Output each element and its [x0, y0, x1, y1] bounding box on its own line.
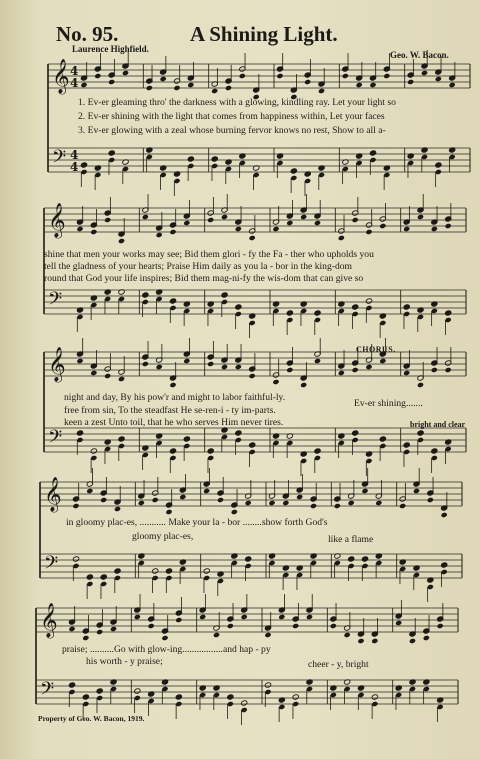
note-head	[231, 509, 238, 515]
note-head	[227, 623, 234, 629]
note-head	[249, 442, 256, 448]
note-head	[338, 370, 345, 376]
note-head	[183, 220, 190, 226]
note-head	[379, 358, 386, 364]
note-head	[68, 626, 75, 632]
lyric-line: shine that men your works may see; Bid them glori - fy the Fa - ther who upholds you	[44, 249, 374, 260]
note-head	[142, 292, 149, 298]
note-head	[239, 73, 246, 79]
note-head	[199, 614, 206, 620]
note-head	[235, 430, 242, 436]
note-head	[161, 635, 168, 641]
note-head	[417, 214, 424, 220]
note-head	[407, 79, 414, 85]
note-head	[403, 442, 410, 448]
note-head	[160, 76, 167, 82]
note-head	[449, 82, 456, 88]
note-head	[225, 85, 232, 91]
note-head	[249, 373, 256, 379]
note-head	[241, 700, 248, 706]
note-head	[241, 614, 248, 620]
note-head	[314, 220, 321, 226]
note-head	[134, 688, 141, 694]
note-head	[235, 226, 242, 232]
lyric-line: like a flame	[328, 534, 374, 545]
note-head	[211, 88, 218, 94]
note-head	[72, 503, 79, 509]
note-head	[286, 367, 293, 373]
note-head	[134, 614, 141, 620]
author-credit: Laurence Highfield.	[72, 44, 149, 54]
note-head	[94, 73, 101, 79]
note-head	[165, 509, 172, 515]
treble-clef-icon: 𝄞	[40, 603, 58, 638]
bass-clef-icon: 𝄢	[44, 553, 59, 578]
note-head	[290, 168, 297, 174]
composer-credit: Geo. W. Bacon.	[390, 50, 449, 60]
note-head	[383, 73, 390, 79]
note-head	[268, 500, 275, 506]
note-head	[304, 79, 311, 85]
note-head	[138, 500, 145, 506]
lyric-line: night and day, By his pow'r and might to labor faithful-ly.	[64, 392, 286, 403]
note-head	[435, 162, 442, 168]
bass-clef-icon: 𝄢	[48, 427, 63, 452]
lyric-line: cheer - y, bright	[308, 659, 369, 670]
note-head	[342, 73, 349, 79]
note-head	[365, 229, 372, 235]
lyric-line: his worth - y praise;	[86, 656, 163, 667]
note-head	[375, 500, 382, 506]
note-head	[300, 382, 307, 388]
note-head	[365, 298, 372, 304]
note-head	[249, 235, 256, 241]
note-head	[90, 448, 97, 454]
note-head	[86, 488, 93, 494]
note-head	[90, 229, 97, 235]
lyric-line: 1. Ev-er gleaming thro' the darkness with a glowing, kindling ray. Let your light so	[78, 97, 396, 108]
note-head	[169, 382, 176, 388]
note-head	[352, 430, 359, 436]
note-head	[417, 382, 424, 388]
note-head	[148, 623, 155, 629]
note-head	[118, 376, 125, 382]
note-head	[211, 156, 218, 162]
note-head	[286, 220, 293, 226]
note-head	[207, 217, 214, 223]
note-head	[403, 304, 410, 310]
note-head	[235, 364, 242, 370]
lyric-line: in gloomy plac-es, ........... Make your la - bor ........show forth God's	[66, 517, 328, 528]
note-head	[369, 82, 376, 88]
note-head	[183, 358, 190, 364]
note-head	[445, 310, 452, 316]
note-head	[441, 562, 448, 568]
note-head	[417, 430, 424, 436]
note-head	[431, 367, 438, 373]
note-head	[118, 436, 125, 442]
note-head	[173, 85, 180, 91]
note-head	[76, 358, 83, 364]
note-head	[76, 226, 83, 232]
note-head	[427, 497, 434, 503]
note-head	[169, 298, 176, 304]
note-head	[431, 226, 438, 232]
note-head	[371, 638, 378, 644]
note-head	[245, 500, 252, 506]
hymn-title: A Shining Light.	[190, 22, 338, 46]
note-head	[300, 214, 307, 220]
note-head	[156, 232, 163, 238]
lyric-line: round that God your life inspires; Bid them mag-ni-fy the wis-dom that can give so	[44, 273, 364, 284]
note-head	[169, 229, 176, 235]
treble-clef-icon: 𝄞	[44, 477, 62, 512]
note-head	[409, 638, 416, 644]
note-head	[292, 694, 299, 700]
note-head	[156, 364, 163, 370]
note-head	[221, 364, 228, 370]
note-head	[435, 76, 442, 82]
note-head	[352, 367, 359, 373]
note-head	[203, 488, 210, 494]
note-head	[114, 506, 121, 512]
note-head	[348, 500, 355, 506]
note-head	[365, 364, 372, 370]
note-head	[82, 635, 89, 641]
note-head	[187, 156, 194, 162]
note-head	[96, 629, 103, 635]
note-head	[108, 150, 115, 156]
note-head	[403, 226, 410, 232]
note-head	[152, 568, 159, 574]
note-head	[278, 614, 285, 620]
note-head	[122, 70, 129, 76]
note-head	[296, 494, 303, 500]
note-head	[395, 620, 402, 626]
note-head	[179, 494, 186, 500]
chorus-lyric: Ev-er shining.......	[354, 398, 423, 409]
lyric-line: keen a zest Unto toil, that he who serves Him never tires.	[64, 417, 284, 428]
note-head	[371, 694, 378, 700]
note-head	[110, 626, 117, 632]
note-head	[357, 638, 364, 644]
time-signature: 4	[70, 160, 79, 174]
treble-clef-icon: 𝄞	[48, 203, 66, 238]
note-head	[213, 632, 220, 638]
note-head	[221, 214, 228, 220]
note-head	[352, 304, 359, 310]
note-head	[445, 367, 452, 373]
note-head	[90, 370, 97, 376]
note-head	[68, 682, 75, 688]
note-head	[379, 436, 386, 442]
note-head	[221, 292, 228, 298]
note-head	[348, 556, 355, 562]
note-head	[431, 448, 438, 454]
lyric-line: tell the gladness of your hearts; Praise Him daily as you la - bor in the king-dom	[44, 261, 353, 272]
note-head	[314, 310, 321, 316]
note-head	[361, 556, 368, 562]
note-head	[344, 632, 351, 638]
note-head	[264, 682, 271, 688]
note-head	[82, 694, 89, 700]
note-head	[187, 82, 194, 88]
bass-clef-icon: 𝄢	[40, 679, 55, 704]
copyright-footer: Property of Geo. W. Bacon, 1919.	[38, 714, 145, 723]
note-head	[72, 556, 79, 562]
note-head	[310, 503, 317, 509]
note-head	[356, 82, 363, 88]
note-head	[104, 217, 111, 223]
note-head	[369, 150, 376, 156]
note-head	[318, 88, 325, 94]
note-head	[334, 503, 341, 509]
note-head	[80, 162, 87, 168]
note-head	[108, 79, 115, 85]
note-head	[399, 503, 406, 509]
note-head	[272, 379, 279, 385]
note-head	[314, 448, 321, 454]
note-head	[441, 512, 448, 518]
note-head	[183, 436, 190, 442]
note-head	[264, 632, 271, 638]
note-head	[175, 617, 182, 623]
note-head	[217, 497, 224, 503]
note-head	[292, 623, 299, 629]
note-head	[152, 497, 159, 503]
note-head	[286, 310, 293, 316]
note-head	[330, 623, 337, 629]
note-head	[169, 448, 176, 454]
note-head	[142, 214, 149, 220]
note-head	[245, 556, 252, 562]
note-head	[114, 568, 121, 574]
note-head	[100, 574, 107, 580]
lyric-line: praise; ..........Go with glow-ing.................and hap - py	[62, 644, 271, 655]
note-head	[272, 226, 279, 232]
note-head	[142, 361, 149, 367]
note-head	[403, 370, 410, 376]
note-head	[338, 235, 345, 241]
treble-clef-icon: 𝄞	[48, 347, 66, 382]
note-head	[413, 488, 420, 494]
note-head	[104, 373, 111, 379]
note-head	[207, 448, 214, 454]
time-signature: 4	[70, 148, 79, 162]
dynamic-marking: bright and clear	[410, 420, 466, 429]
note-head	[379, 223, 386, 229]
note-head	[100, 497, 107, 503]
note-head	[203, 568, 210, 574]
note-head	[80, 82, 87, 88]
hymn-number: No. 95.	[56, 22, 119, 46]
lyric-line: gloomy plac-es,	[132, 531, 194, 542]
note-head	[86, 574, 93, 580]
note-head	[235, 304, 242, 310]
lyric-line: free from sin, To the steadfast He se-ren-i - ty im-parts.	[64, 405, 276, 416]
note-head	[314, 358, 321, 364]
note-head	[306, 614, 313, 620]
lyric-line: 2. Ev-er shining with the light that comes from happiness within, Let your faces	[78, 111, 385, 122]
bass-clef-icon: 𝄢	[52, 147, 67, 172]
note-head	[165, 568, 172, 574]
note-head	[421, 70, 428, 76]
note-head	[207, 361, 214, 367]
note-head	[437, 623, 444, 629]
chorus-label: CHORUS.	[356, 345, 396, 354]
note-head	[282, 500, 289, 506]
note-head	[175, 694, 182, 700]
time-signature: 4	[70, 76, 79, 90]
note-head	[76, 430, 83, 436]
time-signature: 4	[70, 64, 79, 78]
note-head	[276, 73, 283, 79]
lyric-line: 3. Ev-er glowing with a zeal whose burning fervor knows no rest, Show to all a-	[78, 125, 386, 136]
note-head	[352, 217, 359, 223]
note-head	[227, 694, 234, 700]
note-head	[118, 238, 125, 244]
treble-clef-icon: 𝄞	[52, 59, 70, 94]
note-head	[146, 85, 153, 91]
note-head	[445, 223, 452, 229]
note-head	[96, 688, 103, 694]
note-head	[361, 488, 368, 494]
note-head	[423, 635, 430, 641]
bass-clef-icon: 𝄢	[48, 289, 63, 314]
